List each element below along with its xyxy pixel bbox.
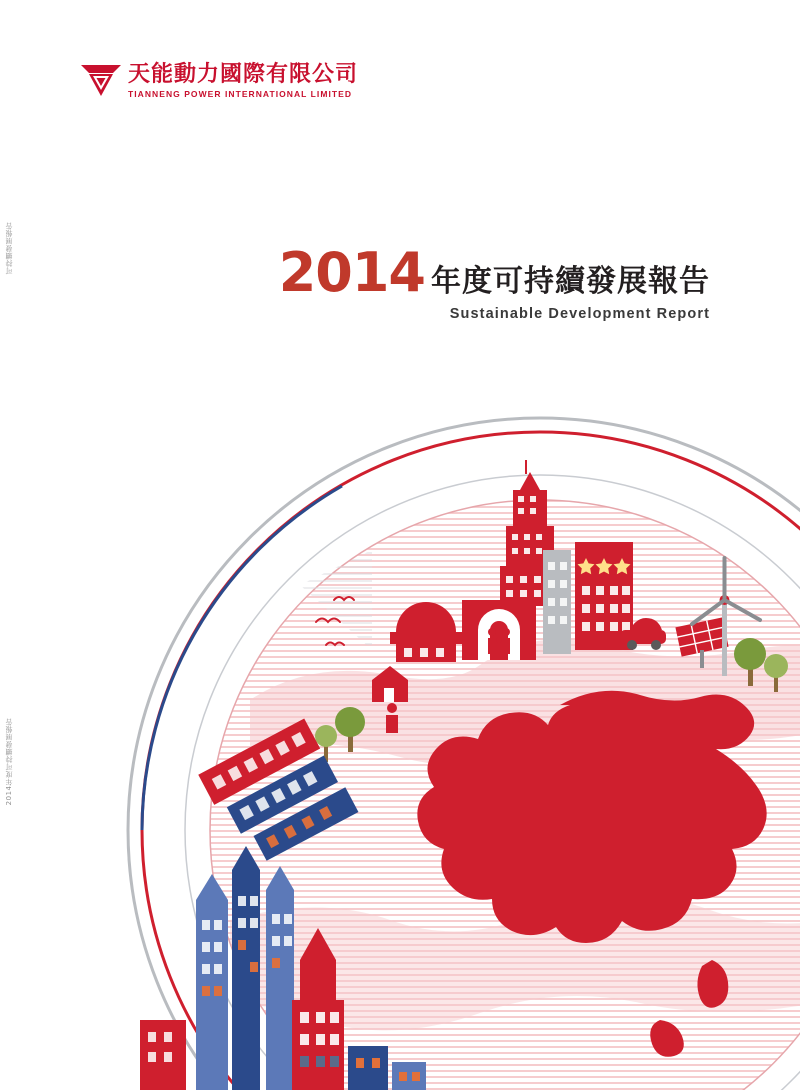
report-title-cn: 年度可持續發展報告 <box>431 264 710 299</box>
report-title-en: Sustainable Development Report <box>449 306 710 322</box>
logo-company-name-cn: 天能動力國際有限公司 <box>128 62 359 87</box>
spine-text-top: 可持續發展報告 <box>5 222 13 275</box>
logo-text-block <box>128 62 358 99</box>
report-year: 2014 <box>278 241 425 304</box>
cover-title-block <box>278 241 710 322</box>
logo-company-name-en: TIANNENG POWER INTERNATIONAL LIMITED <box>128 89 353 100</box>
company-logo <box>80 62 358 102</box>
spine-text-bottom: 2014年度可持續發展報告 <box>5 718 13 806</box>
title-main-row <box>278 241 710 304</box>
tianneng-v-mark-icon <box>80 62 122 102</box>
globe-city-skyline-illustration <box>0 400 800 1090</box>
